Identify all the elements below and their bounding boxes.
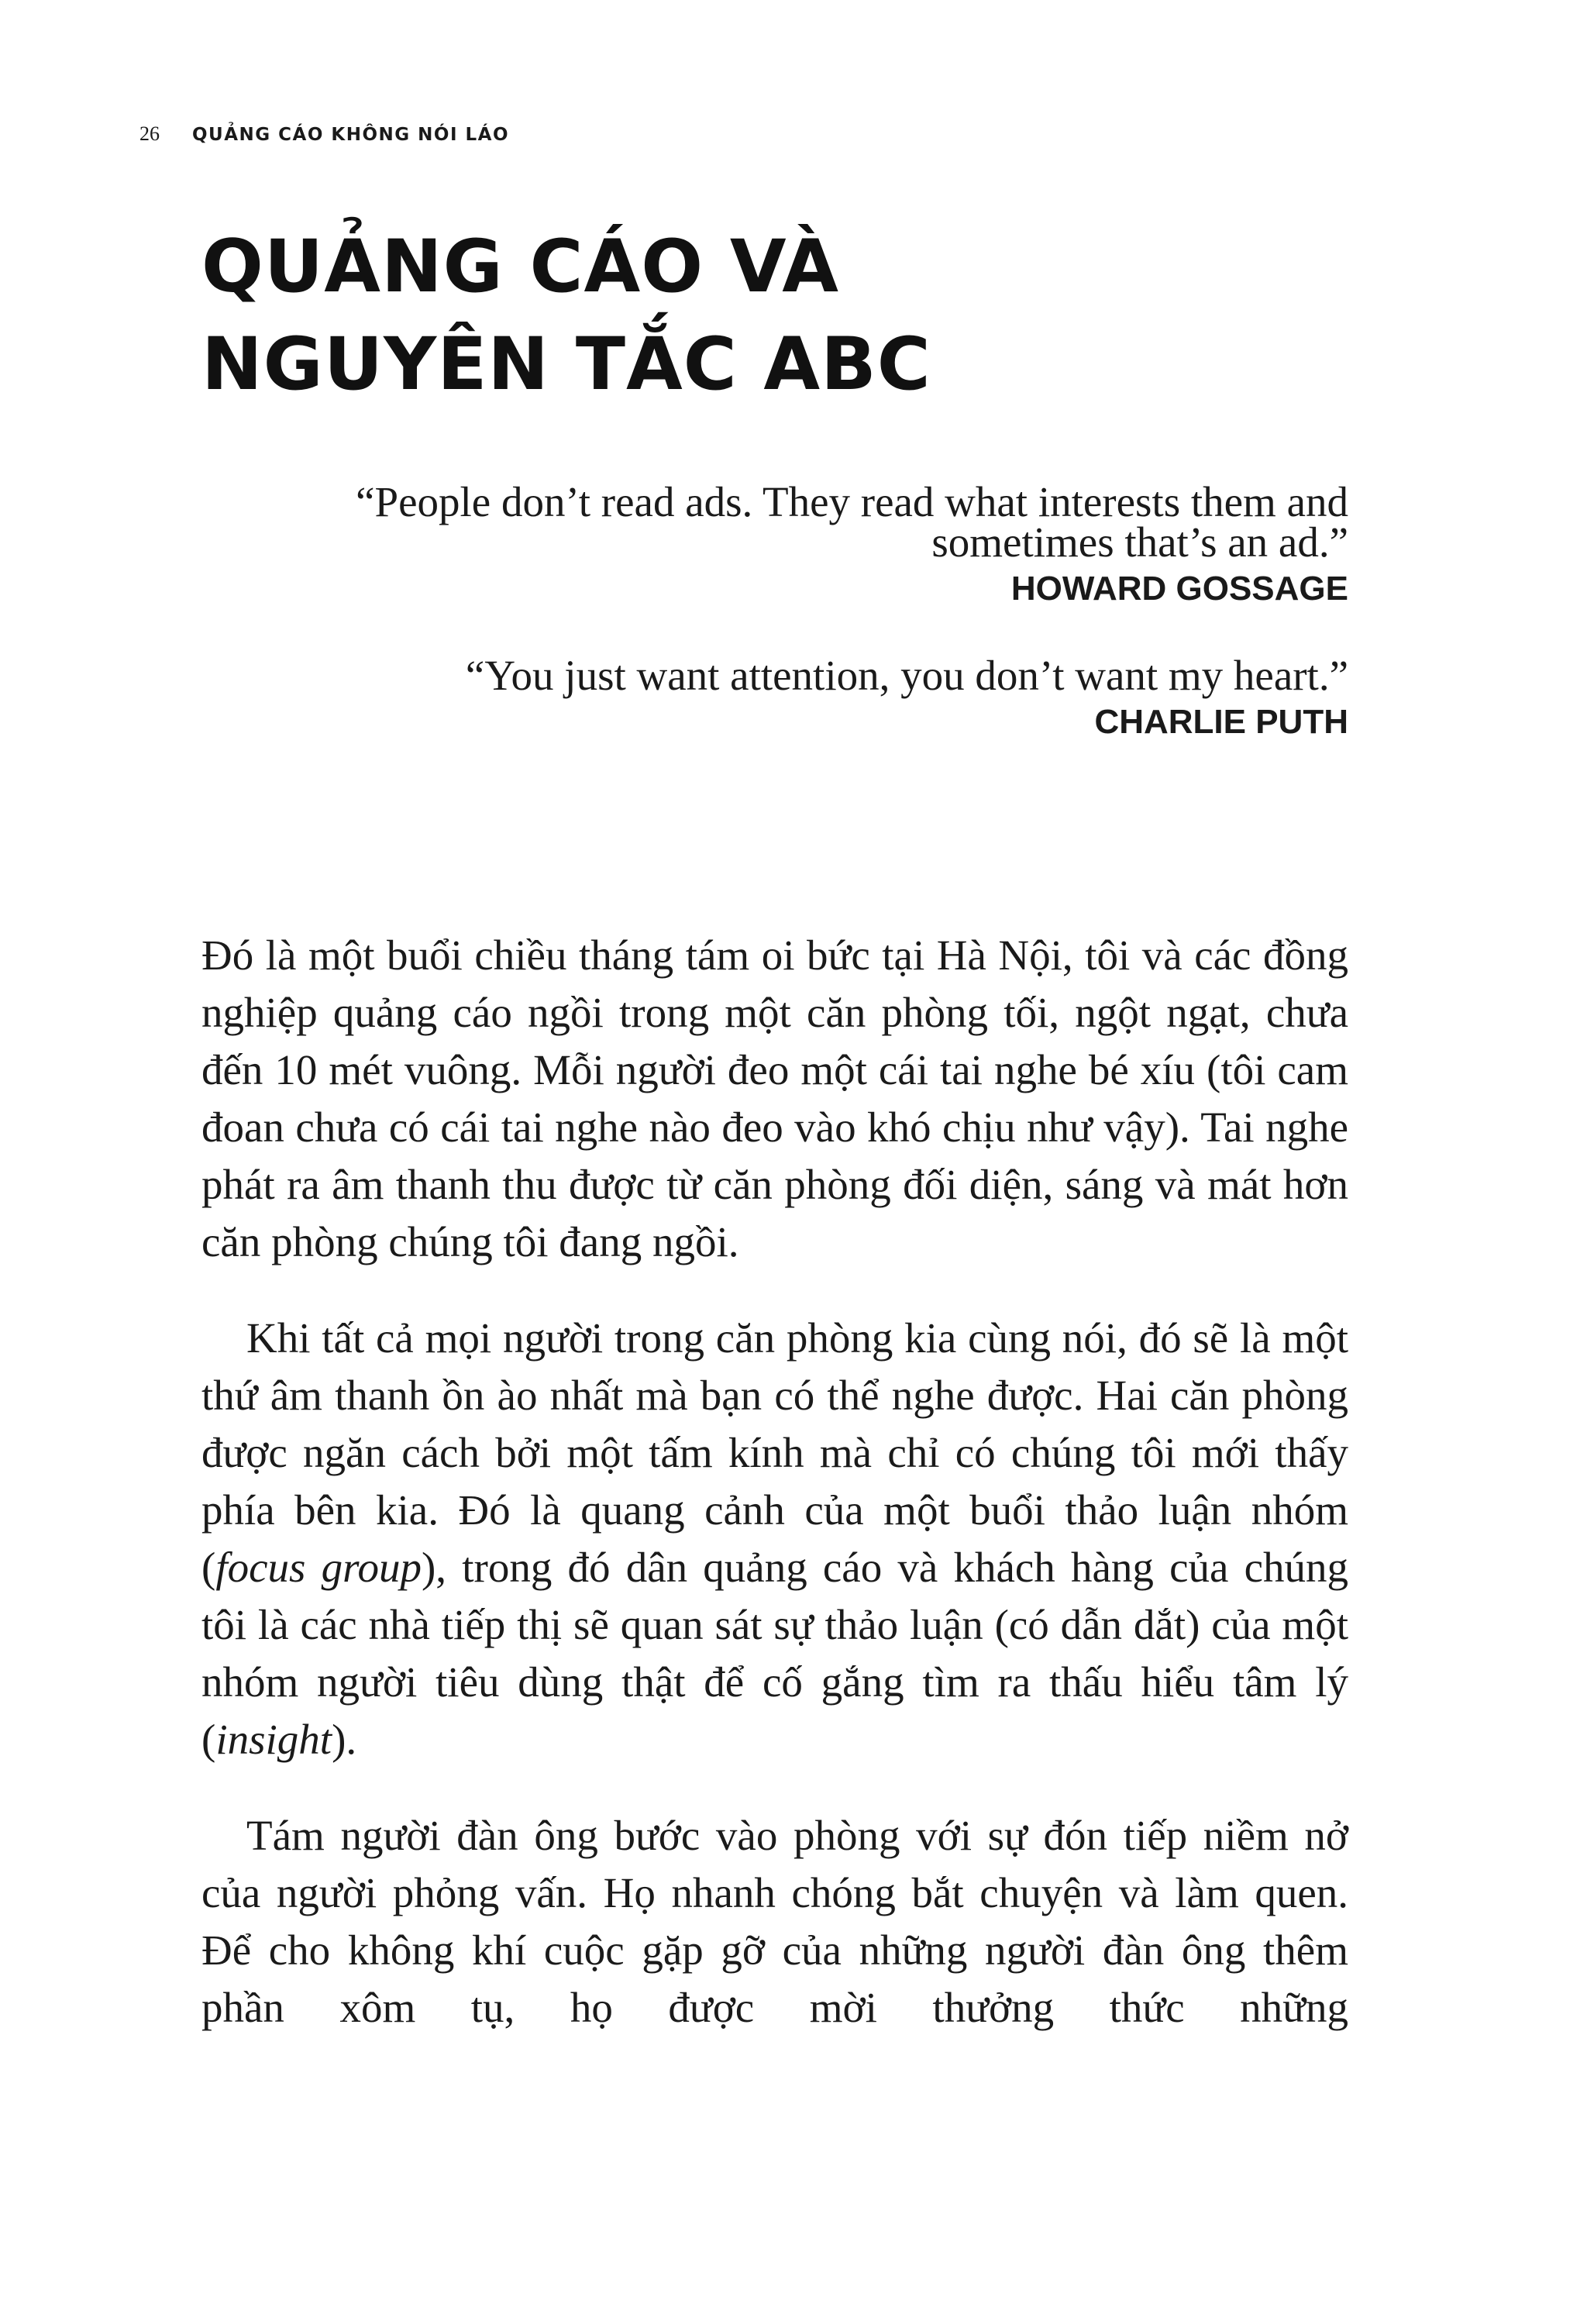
quote-line: “You just want attention, you don’t want my heart.”	[465, 652, 1348, 699]
quote-line: sometimes that’s an ad.”	[931, 518, 1348, 566]
body-paragraph	[201, 1310, 1348, 1768]
epigraph-quote	[201, 478, 1348, 566]
running-header	[139, 122, 509, 146]
body-text	[201, 927, 1348, 2075]
book-title: QUẢNG CÁO KHÔNG NÓI LÁO	[192, 125, 510, 145]
epigraph-author: CHARLIE PUTH	[1094, 703, 1348, 741]
italic-term: insight	[215, 1716, 332, 1763]
chapter-title	[201, 219, 931, 414]
paragraph-text: ), trong đó dân quảng cáo và khách hàng của chúng tôi là các nhà tiếp thị sẽ quan sát sự thảo luận (có dẫn dắt) của một nhóm người tiêu dùng thật để cố gắng tìm ra thấu hiểu tâm lý (	[201, 1544, 1348, 1763]
paragraph-text: ).	[332, 1716, 357, 1763]
epigraph	[201, 478, 1348, 612]
italic-term: focus group	[215, 1544, 422, 1591]
epigraph-quote	[201, 652, 1348, 699]
quote-line: “People don’t read ads. They read what interests them and	[356, 478, 1348, 525]
chapter-title-line: QUẢNG CÁO VÀ	[201, 225, 840, 309]
page-number: 26	[139, 122, 160, 145]
paragraph-text: Khi tất cả mọi người trong căn phòng kia cùng nói, đó sẽ là một thứ âm thanh ồn ào nhất mà bạn có thể nghe được. Hai căn phòng được ngăn cách bởi một tấm kính mà chỉ có chúng tôi mới thấy phía bên kia. Đó là quang cảnh của một buổi thảo luận nhóm (	[201, 1314, 1348, 1591]
epigraph-author: HOWARD GOSSAGE	[1010, 570, 1348, 608]
chapter-title-line: NGUYÊN TẮC ABC	[201, 322, 931, 407]
body-paragraph: Tám người đàn ông bước vào phòng với sự đón tiếp niềm nở của người phỏng vấn. Họ nhanh chóng bắt chuyện và làm quen. Để cho không khí cuộc gặp gỡ của những người đàn ông thêm phần xôm tụ, họ được mời thưởng thức những	[201, 1812, 1348, 2031]
epigraphs	[201, 478, 1348, 745]
body-paragraph: Đó là một buổi chiều tháng tám oi bức tại Hà Nội, tôi và các đồng nghiệp quảng cáo ngồi trong một căn phòng tối, ngột ngạt, chưa đến 10 mét vuông. Mỗi người đeo một cái tai nghe bé xíu (tôi cam đoan chưa có cái tai nghe nào đeo vào khó chịu như vậy). Tai nghe phát ra âm thanh thu được từ căn phòng đối diện, sáng và mát hơn căn phòng chúng tôi đang ngồi.	[201, 931, 1348, 1265]
epigraph	[201, 652, 1348, 745]
